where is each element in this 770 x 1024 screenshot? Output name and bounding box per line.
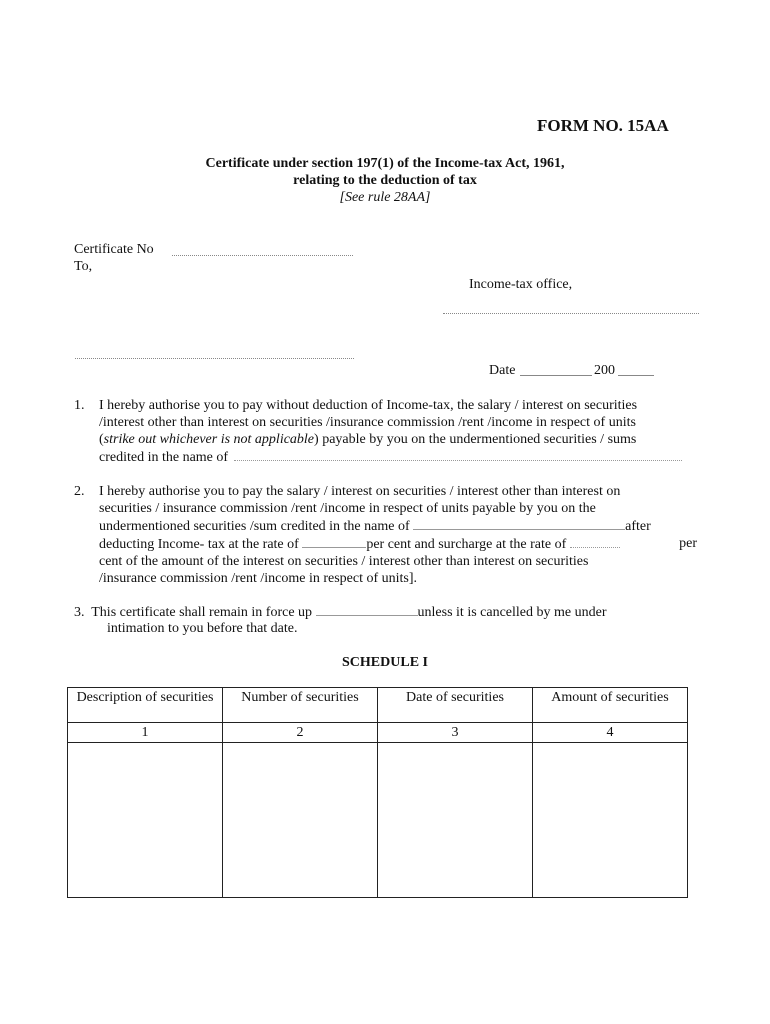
clause-2-line4 <box>99 535 697 553</box>
clause-2-line2: securities / insurance commission /rent /income in respect of units payable by you on the <box>99 501 596 516</box>
validity-date-field[interactable] <box>316 603 418 616</box>
clause-3-text: This certificate shall remain in force up <box>91 605 313 620</box>
form-title-line2: relating to the deduction of tax <box>293 173 477 188</box>
clause-2-rate-label: deducting Income- tax at the rate of <box>99 537 299 552</box>
schedule-header-row <box>68 688 688 723</box>
clause-1-line4-text: credited in the name of <box>99 450 229 465</box>
clause-2-line3 <box>99 517 697 535</box>
clause-2-rate-text <box>99 535 620 553</box>
clause-3-number: 3. <box>74 605 85 620</box>
to-label: To, <box>74 259 93 274</box>
date-label: Date <box>489 363 516 378</box>
year-field[interactable] <box>618 375 654 376</box>
schedule-entry-date[interactable] <box>378 743 533 898</box>
clause-1-line3-rest: payable by you on the undermentioned securities / sums <box>322 432 637 447</box>
clause-2-after: after <box>625 519 651 534</box>
schedule-header-description: Description of securities <box>68 688 223 723</box>
tax-rate-field[interactable] <box>302 535 366 548</box>
date-field[interactable] <box>520 375 592 376</box>
schedule-entry-amount[interactable] <box>533 743 688 898</box>
form-number: FORM NO. 15AA <box>537 116 669 135</box>
schedule-entry-row <box>68 743 688 898</box>
clause-1-line2: /interest other than interest on securities /insurance commission /rent /income in respect of units <box>99 415 636 430</box>
clause-2-line6: /insurance commission /rent /income in respect of units]. <box>99 571 418 586</box>
certificate-no-field[interactable] <box>172 255 353 256</box>
income-tax-office-label: Income-tax office, <box>469 277 573 292</box>
certificate-no-label: Certificate No <box>74 242 154 257</box>
rule-reference: [See rule 28AA] <box>339 190 431 205</box>
schedule-title: SCHEDULE I <box>342 655 428 670</box>
clause-2-line5: cent of the amount of the interest on securities / interest other than interest on securities <box>99 554 589 569</box>
addressee-field[interactable] <box>75 358 354 359</box>
schedule-column-number-row <box>68 723 688 743</box>
clause-2-line1: I hereby authorise you to pay the salary / interest on securities / interest other than interest on <box>99 484 621 499</box>
schedule-header-date: Date of securities <box>378 688 533 723</box>
schedule-col-1: 1 <box>68 723 223 743</box>
clause-1-number: 1. <box>74 398 85 413</box>
clause-2-surcharge-label: per cent and surcharge at the rate of <box>366 537 567 552</box>
clause-2-line3-text: undermentioned securities /sum credited in the name of <box>99 519 410 534</box>
clause-1-line4 <box>99 448 697 466</box>
office-address-field[interactable] <box>443 313 699 314</box>
schedule-col-3: 3 <box>378 723 533 743</box>
schedule-header-number: Number of securities <box>223 688 378 723</box>
clause-1-text <box>99 397 697 466</box>
schedule-table <box>67 687 688 898</box>
clause-1-line3: (strike out whichever is not applicable) payable by you on the undermentioned securities / sums <box>99 432 637 447</box>
schedule-entry-description[interactable] <box>68 743 223 898</box>
schedule-header-amount: Amount of securities <box>533 688 688 723</box>
schedule-entry-number[interactable] <box>223 743 378 898</box>
year-label: 200 <box>594 363 615 378</box>
clause-2-number: 2. <box>74 484 85 499</box>
clause-3-line1 <box>74 603 607 621</box>
clause-3-text-b: unless it is cancelled by me under <box>417 605 607 620</box>
clause-1-line1: I hereby authorise you to pay without deduction of Income-tax, the salary / interest on securities <box>99 398 638 413</box>
clause-1-italic: strike out whichever is not applicable <box>103 432 315 447</box>
clause-2-per: per <box>679 536 697 551</box>
schedule-col-4: 4 <box>533 723 688 743</box>
form-title-line1: Certificate under section 197(1) of the Income-tax Act, 1961, <box>205 156 565 171</box>
clause-1-name-field[interactable] <box>234 448 682 461</box>
schedule-col-2: 2 <box>223 723 378 743</box>
surcharge-rate-field[interactable] <box>570 535 620 548</box>
clause-2-text <box>99 483 697 587</box>
clause-3-line2: intimation to you before that date. <box>107 621 298 636</box>
clause-2-name-field[interactable] <box>413 517 625 530</box>
